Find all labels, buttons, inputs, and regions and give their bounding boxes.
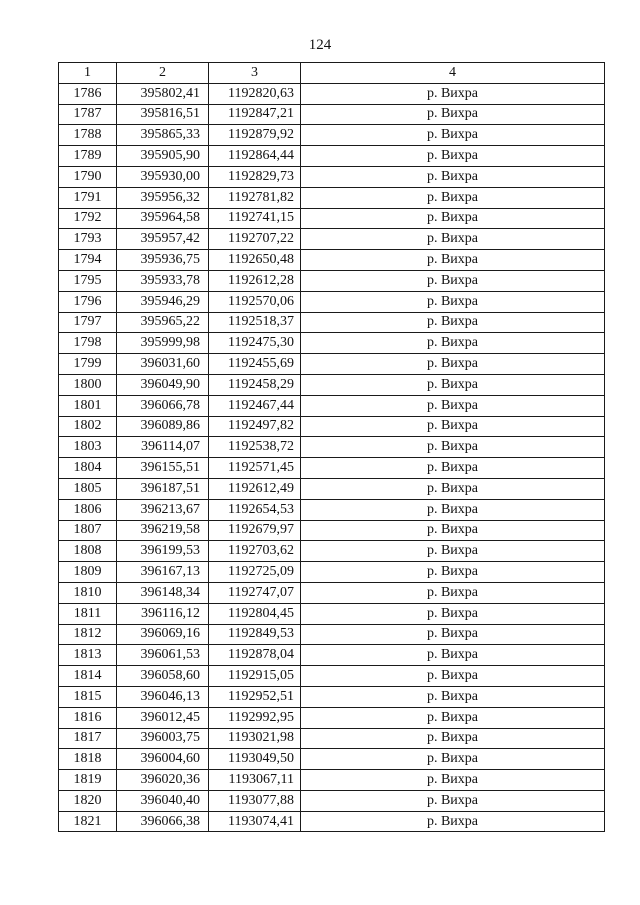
table-row	[59, 104, 605, 125]
description-cell: р. Вихра	[301, 624, 605, 645]
description-cell: р. Вихра	[301, 270, 605, 291]
y-coordinate-cell: 1192915,05	[209, 666, 301, 687]
point-number-cell: 1803	[59, 437, 117, 458]
point-number-cell: 1821	[59, 811, 117, 832]
table-row	[59, 416, 605, 437]
point-number-cell: 1794	[59, 250, 117, 271]
point-number-cell: 1817	[59, 728, 117, 749]
description-cell: р. Вихра	[301, 749, 605, 770]
point-number-cell: 1810	[59, 582, 117, 603]
y-coordinate-cell: 1192820,63	[209, 83, 301, 104]
x-coordinate-cell: 396066,38	[117, 811, 209, 832]
y-coordinate-cell: 1192654,53	[209, 499, 301, 520]
table-row	[59, 333, 605, 354]
point-number-cell: 1809	[59, 562, 117, 583]
table-row	[59, 125, 605, 146]
description-cell: р. Вихра	[301, 541, 605, 562]
y-coordinate-cell: 1192781,82	[209, 187, 301, 208]
description-cell: р. Вихра	[301, 562, 605, 583]
table-row	[59, 229, 605, 250]
x-coordinate-cell: 396167,13	[117, 562, 209, 583]
point-number-cell: 1787	[59, 104, 117, 125]
table-row	[59, 83, 605, 104]
description-cell: р. Вихра	[301, 208, 605, 229]
point-number-cell: 1786	[59, 83, 117, 104]
description-cell: р. Вихра	[301, 374, 605, 395]
x-coordinate-cell: 396049,90	[117, 374, 209, 395]
y-coordinate-cell: 1192864,44	[209, 146, 301, 167]
description-cell: р. Вихра	[301, 291, 605, 312]
x-coordinate-cell: 396040,40	[117, 790, 209, 811]
y-coordinate-cell: 1192612,28	[209, 270, 301, 291]
column-header-3: 3	[209, 63, 301, 84]
x-coordinate-cell: 396020,36	[117, 770, 209, 791]
description-cell: р. Вихра	[301, 83, 605, 104]
table-row	[59, 478, 605, 499]
table-row	[59, 686, 605, 707]
point-number-cell: 1804	[59, 458, 117, 479]
description-cell: р. Вихра	[301, 146, 605, 167]
y-coordinate-cell: 1192518,37	[209, 312, 301, 333]
y-coordinate-cell: 1192703,62	[209, 541, 301, 562]
table-row	[59, 582, 605, 603]
point-number-cell: 1800	[59, 374, 117, 395]
description-cell: р. Вихра	[301, 666, 605, 687]
column-header-4: 4	[301, 63, 605, 84]
x-coordinate-cell: 395965,22	[117, 312, 209, 333]
table-header	[59, 63, 605, 84]
description-cell: р. Вихра	[301, 166, 605, 187]
y-coordinate-cell: 1192650,48	[209, 250, 301, 271]
x-coordinate-cell: 395946,29	[117, 291, 209, 312]
y-coordinate-cell: 1193074,41	[209, 811, 301, 832]
description-cell: р. Вихра	[301, 478, 605, 499]
point-number-cell: 1791	[59, 187, 117, 208]
table-row	[59, 166, 605, 187]
description-cell: р. Вихра	[301, 229, 605, 250]
x-coordinate-cell: 396069,16	[117, 624, 209, 645]
point-number-cell: 1790	[59, 166, 117, 187]
y-coordinate-cell: 1192847,21	[209, 104, 301, 125]
description-cell: р. Вихра	[301, 187, 605, 208]
table-row	[59, 645, 605, 666]
point-number-cell: 1797	[59, 312, 117, 333]
y-coordinate-cell: 1192952,51	[209, 686, 301, 707]
table-row	[59, 395, 605, 416]
description-cell: р. Вихра	[301, 603, 605, 624]
description-cell: р. Вихра	[301, 645, 605, 666]
x-coordinate-cell: 396046,13	[117, 686, 209, 707]
y-coordinate-cell: 1192992,95	[209, 707, 301, 728]
table-row	[59, 790, 605, 811]
table-row	[59, 374, 605, 395]
point-number-cell: 1793	[59, 229, 117, 250]
x-coordinate-cell: 396089,86	[117, 416, 209, 437]
y-coordinate-cell: 1192571,45	[209, 458, 301, 479]
column-header-1: 1	[59, 63, 117, 84]
x-coordinate-cell: 395936,75	[117, 250, 209, 271]
table-row	[59, 728, 605, 749]
table-row	[59, 770, 605, 791]
x-coordinate-cell: 396058,60	[117, 666, 209, 687]
point-number-cell: 1796	[59, 291, 117, 312]
table-row	[59, 437, 605, 458]
y-coordinate-cell: 1192879,92	[209, 125, 301, 146]
description-cell: р. Вихра	[301, 354, 605, 375]
description-cell: р. Вихра	[301, 250, 605, 271]
point-number-cell: 1819	[59, 770, 117, 791]
table-row	[59, 749, 605, 770]
y-coordinate-cell: 1192455,69	[209, 354, 301, 375]
y-coordinate-cell: 1193049,50	[209, 749, 301, 770]
point-number-cell: 1820	[59, 790, 117, 811]
table-row	[59, 187, 605, 208]
table-row	[59, 354, 605, 375]
y-coordinate-cell: 1192829,73	[209, 166, 301, 187]
x-coordinate-cell: 395957,42	[117, 229, 209, 250]
point-number-cell: 1816	[59, 707, 117, 728]
description-cell: р. Вихра	[301, 458, 605, 479]
table-row	[59, 811, 605, 832]
y-coordinate-cell: 1192538,72	[209, 437, 301, 458]
y-coordinate-cell: 1192612,49	[209, 478, 301, 499]
point-number-cell: 1805	[59, 478, 117, 499]
y-coordinate-cell: 1192804,45	[209, 603, 301, 624]
y-coordinate-cell: 1192497,82	[209, 416, 301, 437]
x-coordinate-cell: 395933,78	[117, 270, 209, 291]
x-coordinate-cell: 396031,60	[117, 354, 209, 375]
description-cell: р. Вихра	[301, 437, 605, 458]
description-cell: р. Вихра	[301, 728, 605, 749]
point-number-cell: 1808	[59, 541, 117, 562]
description-cell: р. Вихра	[301, 582, 605, 603]
description-cell: р. Вихра	[301, 520, 605, 541]
y-coordinate-cell: 1193021,98	[209, 728, 301, 749]
x-coordinate-cell: 396155,51	[117, 458, 209, 479]
y-coordinate-cell: 1193067,11	[209, 770, 301, 791]
coordinates-table	[58, 62, 605, 832]
x-coordinate-cell: 395964,58	[117, 208, 209, 229]
point-number-cell: 1799	[59, 354, 117, 375]
description-cell: р. Вихра	[301, 395, 605, 416]
y-coordinate-cell: 1193077,88	[209, 790, 301, 811]
point-number-cell: 1801	[59, 395, 117, 416]
x-coordinate-cell: 396187,51	[117, 478, 209, 499]
point-number-cell: 1807	[59, 520, 117, 541]
x-coordinate-cell: 395816,51	[117, 104, 209, 125]
point-number-cell: 1792	[59, 208, 117, 229]
table-row	[59, 603, 605, 624]
description-cell: р. Вихра	[301, 333, 605, 354]
x-coordinate-cell: 396148,34	[117, 582, 209, 603]
table-row	[59, 250, 605, 271]
point-number-cell: 1795	[59, 270, 117, 291]
x-coordinate-cell: 396219,58	[117, 520, 209, 541]
table-row	[59, 291, 605, 312]
point-number-cell: 1814	[59, 666, 117, 687]
table-row	[59, 666, 605, 687]
point-number-cell: 1818	[59, 749, 117, 770]
description-cell: р. Вихра	[301, 312, 605, 333]
table-row	[59, 146, 605, 167]
y-coordinate-cell: 1192878,04	[209, 645, 301, 666]
page-number: 124	[308, 37, 332, 53]
x-coordinate-cell: 396061,53	[117, 645, 209, 666]
x-coordinate-cell: 395930,00	[117, 166, 209, 187]
x-coordinate-cell: 396116,12	[117, 603, 209, 624]
y-coordinate-cell: 1192741,15	[209, 208, 301, 229]
description-cell: р. Вихра	[301, 707, 605, 728]
x-coordinate-cell: 395956,32	[117, 187, 209, 208]
table-body	[59, 83, 605, 832]
description-cell: р. Вихра	[301, 770, 605, 791]
y-coordinate-cell: 1192475,30	[209, 333, 301, 354]
x-coordinate-cell: 396199,53	[117, 541, 209, 562]
description-cell: р. Вихра	[301, 125, 605, 146]
x-coordinate-cell: 395999,98	[117, 333, 209, 354]
table-row	[59, 624, 605, 645]
description-cell: р. Вихра	[301, 104, 605, 125]
table-row	[59, 270, 605, 291]
point-number-cell: 1788	[59, 125, 117, 146]
y-coordinate-cell: 1192570,06	[209, 291, 301, 312]
point-number-cell: 1813	[59, 645, 117, 666]
table-row	[59, 562, 605, 583]
y-coordinate-cell: 1192747,07	[209, 582, 301, 603]
point-number-cell: 1802	[59, 416, 117, 437]
point-number-cell: 1789	[59, 146, 117, 167]
x-coordinate-cell: 395865,33	[117, 125, 209, 146]
table-row	[59, 541, 605, 562]
x-coordinate-cell: 396012,45	[117, 707, 209, 728]
point-number-cell: 1811	[59, 603, 117, 624]
y-coordinate-cell: 1192458,29	[209, 374, 301, 395]
table-row	[59, 458, 605, 479]
y-coordinate-cell: 1192725,09	[209, 562, 301, 583]
header-row	[59, 63, 605, 84]
table-row	[59, 707, 605, 728]
x-coordinate-cell: 395802,41	[117, 83, 209, 104]
point-number-cell: 1815	[59, 686, 117, 707]
x-coordinate-cell: 396114,07	[117, 437, 209, 458]
point-number-cell: 1812	[59, 624, 117, 645]
table-row	[59, 520, 605, 541]
y-coordinate-cell: 1192679,97	[209, 520, 301, 541]
column-header-2: 2	[117, 63, 209, 84]
point-number-cell: 1798	[59, 333, 117, 354]
table-row	[59, 499, 605, 520]
x-coordinate-cell: 395905,90	[117, 146, 209, 167]
x-coordinate-cell: 396066,78	[117, 395, 209, 416]
x-coordinate-cell: 396004,60	[117, 749, 209, 770]
description-cell: р. Вихра	[301, 811, 605, 832]
description-cell: р. Вихра	[301, 686, 605, 707]
y-coordinate-cell: 1192707,22	[209, 229, 301, 250]
description-cell: р. Вихра	[301, 416, 605, 437]
description-cell: р. Вихра	[301, 790, 605, 811]
y-coordinate-cell: 1192467,44	[209, 395, 301, 416]
table-row	[59, 208, 605, 229]
point-number-cell: 1806	[59, 499, 117, 520]
x-coordinate-cell: 396003,75	[117, 728, 209, 749]
x-coordinate-cell: 396213,67	[117, 499, 209, 520]
table-row	[59, 312, 605, 333]
y-coordinate-cell: 1192849,53	[209, 624, 301, 645]
description-cell: р. Вихра	[301, 499, 605, 520]
